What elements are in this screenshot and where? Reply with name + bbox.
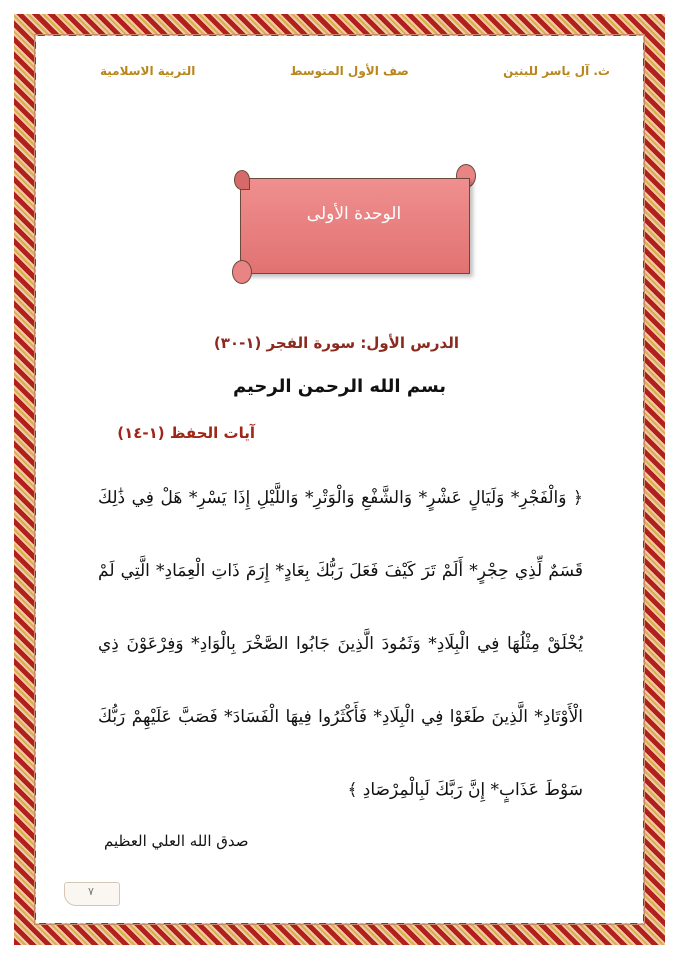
- header-grade: صف الأول المتوسط: [290, 64, 409, 78]
- unit-title: الوحدة الأولى: [306, 204, 402, 224]
- scroll-body: [240, 178, 470, 274]
- basmala: بسم الله الرحمن الرحيم: [232, 376, 447, 397]
- closing-phrase: صدق الله العلي العظيم: [104, 832, 249, 850]
- unit-scroll-banner: [228, 160, 480, 284]
- scroll-roll-bottom: [232, 260, 252, 284]
- scroll-fold: [234, 170, 250, 190]
- quran-verses: ﴿ وَالْفَجْرِ* وَلَيَالٍ عَشْرٍ* وَالشَّفْعِ وَالْوَتْرِ* وَاللَّيْلِ إِذَا يَسْرِ* هَلْ فِي ذَٰلِكَ قَسَمٌ لِّذِي حِجْرٍ* أَلَمْ تَرَ كَيْفَ فَعَلَ رَبُّكَ بِعَادٍ* إِرَمَ ذَاتِ الْعِمَادِ* الَّتِي لَمْ يُخْلَقْ مِثْلُهَا فِي الْبِلَادِ* وَثَمُودَ الَّذِينَ جَابُوا الصَّخْرَ بِالْوَادِ* وَفِرْعَوْنَ ذِي الْأَوْتَادِ* الَّذِينَ طَغَوْا فِي الْبِلَادِ* فَأَكْثَرُوا فِيهَا الْفَسَادَ* فَصَبَّ عَلَيْهِمْ رَبُّكَ سَوْطَ عَذَابٍ* إِنَّ رَبَّكَ لَبِالْمِرْصَادِ ﴾: [98, 488, 583, 800]
- page-number: ٧: [88, 885, 94, 898]
- lesson-title: الدرس الأول: سورة الفجر (١-٣٠): [213, 334, 459, 352]
- header-teacher: ث. آل ياسر للبنين: [503, 64, 610, 78]
- header-subject: التربية الاسلامية: [100, 64, 196, 78]
- memorize-verses-title: آيات الحفظ (١-١٤): [117, 424, 255, 442]
- page-header: [70, 64, 610, 84]
